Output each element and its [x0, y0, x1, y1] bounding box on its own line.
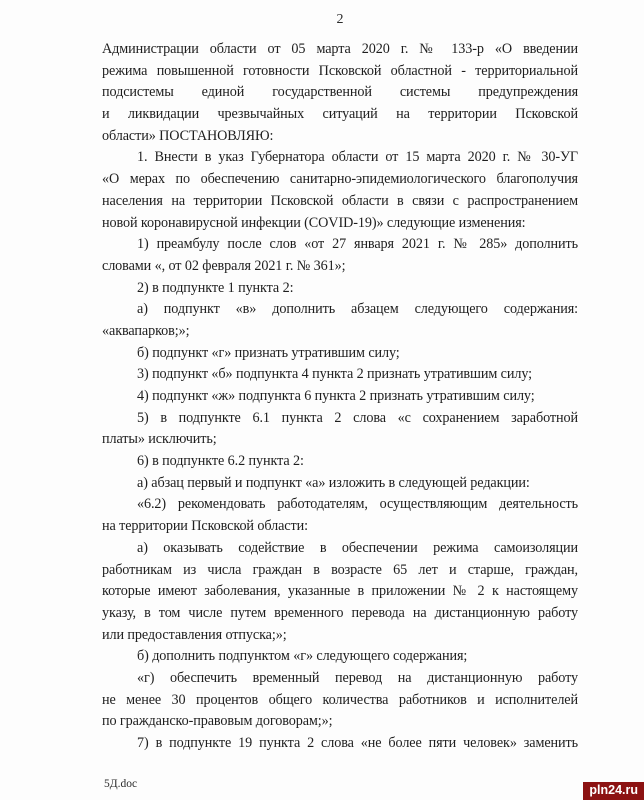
- text-line: б) дополнить подпунктом «г» следующего содержания;: [137, 648, 468, 665]
- text-line: на территории Псковской области:: [102, 518, 308, 535]
- text-line: «аквапарков;»;: [102, 322, 190, 339]
- text-line: работникам из числа граждан в возрасте 65 лет и старше, граждан,: [102, 561, 578, 578]
- text-line: которые имеют заболевания, указанные в приложении № 2 к настоящему: [102, 583, 578, 600]
- text-line: 6) в подпункте 6.2 пункта 2:: [137, 453, 304, 470]
- paragraph: [102, 473, 578, 495]
- text-line: Администрации области от 05 марта 2020 г. № 133-р «О введении: [102, 41, 578, 57]
- text-line: режима повышенной готовности Псковской областной - территориальной: [102, 62, 578, 79]
- document-body: [102, 39, 578, 755]
- text-line: «6.2) рекомендовать работодателям, осуществляющим деятельность: [137, 496, 578, 513]
- text-line: а) абзац первый и подпункт «а» изложить в следующей редакции:: [137, 474, 530, 491]
- text-line: 4) подпункт «ж» подпункта 6 пункта 2 признать утратившим силу;: [137, 388, 535, 404]
- text-line: 1. Внести в указ Губернатора области от 15 марта 2020 г. № 30-УГ: [137, 149, 578, 166]
- paragraph: [102, 494, 578, 537]
- text-line: б) подпункт «г» признать утратившим силу;: [137, 344, 400, 361]
- text-line: 1) преамбулу после слов «от 27 января 2021 г. № 285» дополнить: [137, 236, 578, 253]
- paragraph: [102, 147, 578, 234]
- paragraph: [102, 39, 578, 147]
- paragraph: [102, 538, 578, 646]
- text-line: и ликвидации чрезвычайных ситуаций на территории Псковской: [102, 106, 578, 123]
- text-line: по гражданско-правовым договорам;»;: [102, 713, 333, 730]
- text-line: словами «, от 02 февраля 2021 г. № 361»;: [102, 257, 346, 274]
- paragraph: [102, 278, 578, 300]
- site-watermark-label: pln24.ru: [589, 783, 638, 797]
- text-line: 7) в подпункте 19 пункта 2 слова «не более пяти человек» заменить: [137, 735, 578, 751]
- text-line: области» ПОСТАНОВЛЯЮ:: [102, 127, 274, 144]
- paragraph: [102, 733, 578, 755]
- paragraph: [102, 299, 578, 342]
- text-line: новой коронавирусной инфекции (COVID-19)» следующие изменения:: [102, 214, 526, 231]
- paragraph: [102, 668, 578, 733]
- text-line: 5) в подпункте 6.1 пункта 2 слова «с сохранением заработной: [137, 409, 578, 426]
- text-line: указу, в том числе путем временного перевода на дистанционную работу: [102, 604, 578, 621]
- text-line: а) оказывать содействие в обеспечении режима самоизоляции: [137, 539, 578, 556]
- text-line: платы» исключить;: [102, 431, 217, 448]
- text-line: а) подпункт «в» дополнить абзацем следующего содержания:: [137, 301, 578, 318]
- text-line: населения на территории Псковской области в связи с распространением: [102, 192, 578, 209]
- paragraph: [102, 364, 578, 386]
- text-line: не менее 30 процентов общего количества работников и исполнителей: [102, 691, 578, 708]
- document-filename: 5Д.doc: [104, 778, 138, 790]
- text-line: или предоставления отпуска;»;: [102, 626, 287, 643]
- text-line: 3) подпункт «б» подпункта 4 пункта 2 признать утратившим силу;: [137, 366, 532, 383]
- paragraph: [102, 408, 578, 451]
- paragraph: [102, 386, 578, 408]
- text-line: «О мерах по обеспечению санитарно-эпидемиологического благополучия: [102, 171, 578, 188]
- text-line: подсистемы единой государственной системы предупреждения: [102, 84, 578, 101]
- paragraph: [102, 234, 578, 277]
- paragraph: [102, 451, 578, 473]
- text-line: 2) в подпункте 1 пункта 2:: [137, 279, 294, 296]
- text-line: «г) обеспечить временный перевод на дистанционную работу: [137, 669, 578, 686]
- paragraph: [102, 343, 578, 365]
- paragraph: [102, 646, 578, 668]
- page-number: 2: [336, 12, 344, 27]
- site-watermark-badge: [583, 782, 644, 800]
